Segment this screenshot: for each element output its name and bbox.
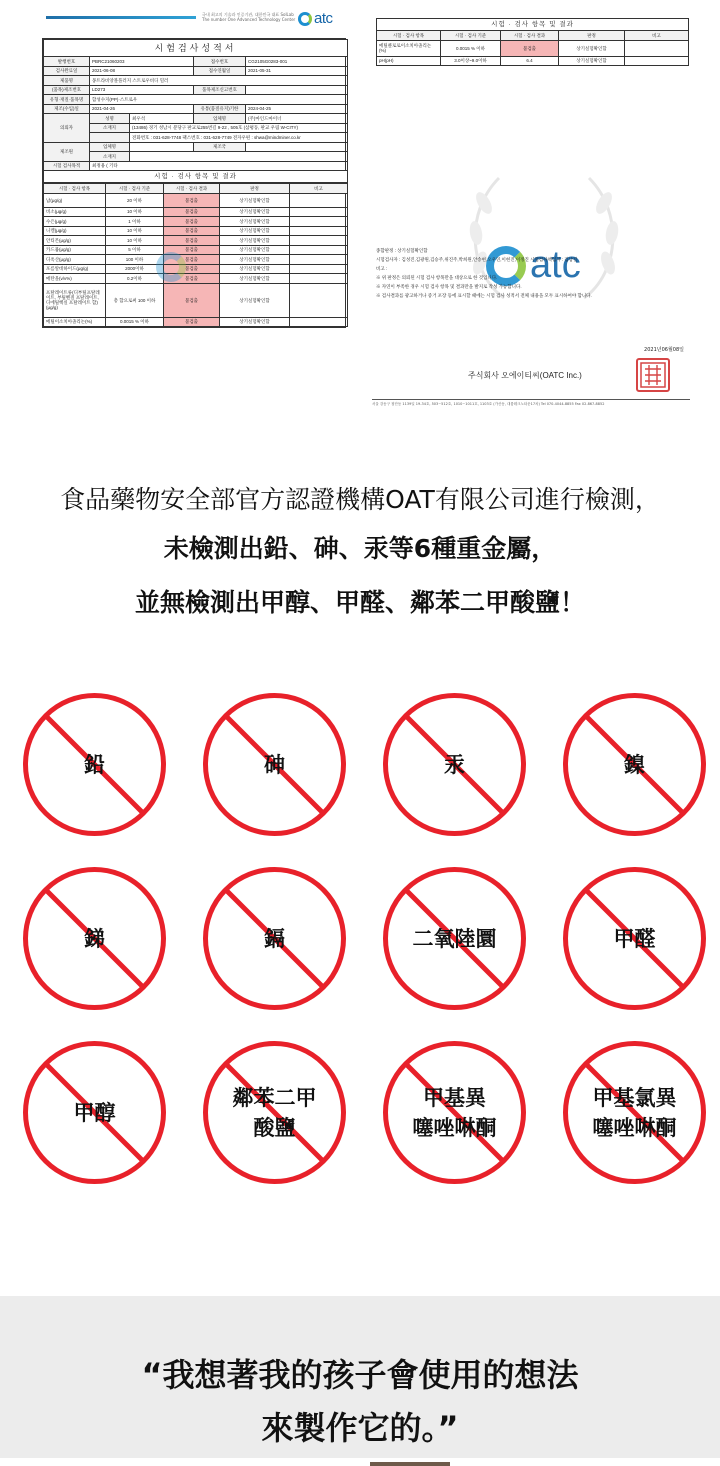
no-substance-sign [202, 866, 347, 1011]
oatc-logo-icon [298, 12, 312, 26]
substance-label-line: 鎳 [624, 752, 645, 777]
product-row: 제품명 몽트라비앙볼플러지 스트로우비디 밀러 [44, 76, 348, 86]
logo-text: atc [314, 10, 333, 27]
certificate-title: 시험검사성적서 [44, 40, 348, 57]
substance-label-line: 甲醇 [73, 1100, 116, 1125]
certificate-info-table [43, 39, 348, 183]
summary-line: 시험검사자 : 김성진,김광원,김승주,위진주,박희원,안송현,오우연,이현진,이정진 시험검사책임자 : 김남길 [376, 257, 578, 262]
company-seal-stamp [636, 358, 670, 392]
headline-line-2: 未檢測出鉛、砷、汞等6種重金屬， [163, 534, 557, 563]
no-substance-sign [562, 692, 707, 837]
substance-label-line: 噻唑啉酮 [412, 1115, 497, 1140]
results-row: 비소(μg/g) 10 이하 불검출 상기실험확인함 [44, 207, 348, 217]
substance-label [382, 692, 527, 837]
results-table-right [376, 18, 689, 66]
results-table-left [43, 183, 348, 327]
results-row: pH(pH) 3.0이상~9.0이하 6.4 상기실험확인함 [377, 56, 689, 66]
no-substance-sign [382, 692, 527, 837]
summary-line: ※ 검사결과를 광고하거나 증거 포장 등에 표시할 때에는 시험 검사 성적서 전체 내용을 모두 표시하여야 합니다. [376, 293, 592, 298]
results-row: 카드뮴(μg/g) 5 이하 불검출 상기실험확인함 [44, 245, 348, 255]
applicant-row: 소재지 (13486) 경기 성남시 분당구 판교로255번길 9-22 , 505호 (삼평동, 판교 우림 W-CITY) [44, 123, 348, 133]
substance-label-line: 二氧陸圜 [412, 926, 497, 951]
summary-block [376, 246, 676, 300]
certificate-document-right [368, 18, 694, 408]
results-title-right: 시험 · 검사 항목 및 결과 [377, 19, 689, 31]
no-substance-sign [22, 866, 167, 1011]
lab-tagline [202, 12, 302, 22]
substance-label-line: 甲醛 [613, 926, 656, 951]
no-substance-sign [562, 866, 707, 1011]
substance-label [202, 866, 347, 1011]
substance-label-line: 鎘 [264, 926, 285, 951]
results-row: 수은(μg/g) 1 이하 불검출 상기실험확인함 [44, 217, 348, 227]
substance-label [562, 692, 707, 837]
quote-line-2: 來製作它的。” [261, 1409, 459, 1447]
no-substance-sign [382, 1040, 527, 1185]
type-row: 유형·재질·품목명 합성수지(PP)·스트로우 [44, 95, 348, 105]
summary-line: 비고 : [376, 266, 388, 271]
model-row: (품목)제조번호 LD273 품목제조신고번호 [44, 85, 348, 95]
results-row: 안티몬(μg/g) 10 이하 불검출 상기실험확인함 [44, 236, 348, 246]
substance-label-line: 鄰苯二甲 [232, 1085, 317, 1110]
substance-label [562, 866, 707, 1011]
certificate-header [32, 6, 352, 34]
logo-large-text: atc [530, 244, 581, 286]
no-substance-sign [382, 866, 527, 1011]
issue-date: 2021년06월08일 [644, 347, 684, 353]
quote-line-1: “我想著我的孩子會使用的想法 [141, 1356, 579, 1394]
purpose-row: 시험 검사목적 최정용 ( 기타 [44, 161, 348, 171]
applicant-row: 의뢰자 성명 최우석 업체명 (주)마인드마이너 [44, 114, 348, 124]
oatc-logo [298, 10, 333, 27]
no-substance-sign [22, 1040, 167, 1185]
results-row: 포름알데하이드(μg/g) 2000이하 불검출 상기실험확인함 [44, 264, 348, 274]
lab-line: 국내 최고의 기술과 인증기관, 대한민국 대표 SolLab [202, 12, 294, 17]
maker-row: 소재지 [44, 152, 348, 162]
substance-label [22, 866, 167, 1011]
seal-icon [639, 361, 667, 389]
no-substance-sign [22, 692, 167, 837]
results-row: 납(μg/g) 20 이하 불검출 상기실험확인함 [44, 193, 348, 207]
substance-label-line: 甲基異 [423, 1085, 486, 1110]
substance-label [202, 1040, 347, 1185]
results-header: 시험 · 검사 항목 시험 · 검사 기준 시험 · 검사 결과 판정 비고 [44, 184, 348, 194]
certificate-document-left [32, 6, 352, 408]
summary-line: ※ 자연이 부족한 경우 시험 검사 항목 및 결과만을 발지로 작성 가능합니다. [376, 284, 522, 289]
summary-line: ※ 위 판정은 의뢰된 시험 검사 항목만을 대상으로 한 것입니다. [376, 275, 498, 280]
headline-line-3: 並無檢測出甲醇、甲醛、鄰苯二甲酸鹽！ [134, 588, 585, 617]
no-substance-sign [202, 1040, 347, 1185]
certificate-table-frame [42, 38, 346, 328]
applicant-row: 전화번호 : 031-628-7748 팩스번호 : 031-628-7749 전자우편 : shwa@mindminer.co.kr [44, 133, 348, 143]
substance-label-line: 汞 [444, 752, 465, 777]
results-title: 시험 · 검사 항목 및 결과 [44, 171, 348, 183]
substance-label-line: 甲基氯異 [592, 1085, 677, 1110]
header-band [46, 16, 196, 19]
info-row: 발행번호 PBRC21060203 접수번호 CG2105G0283-001 [44, 57, 348, 67]
lab-line-2: The number One Advanced Technology Center [202, 17, 296, 22]
photo-edge [370, 1462, 450, 1466]
quote-panel [0, 1296, 720, 1466]
info-row: 검사완료일 2021-06-08 접수연월일 2021-05-31 [44, 66, 348, 76]
results-header: 시험 · 검사 항목 시험 · 검사 기준 시험 · 검사 결과 판정 비고 [377, 31, 689, 41]
substance-label [562, 1040, 707, 1185]
headline-line-1: 食品藥物安全部官方認證機構OAT有限公司進行檢測， [60, 485, 660, 514]
substance-label [382, 1040, 527, 1185]
substance-label [22, 1040, 167, 1185]
results-row: 프탈레이트류(디부틸프탈레이트, 부틸벤질 프탈레이트, 디에틸헥실 프탈레이트 합)(μg/g) 총 합으로써 100 이하 불검출 상기실험확인함 [44, 283, 348, 317]
substance-label [202, 692, 347, 837]
company-name: 주식회사 오에이티씨(OATC Inc.) [468, 371, 582, 380]
results-row: 메틸이소치아졸리논(%) 0.0015 % 이하 불검출 상기실험확인함 [44, 317, 348, 327]
results-table-right-wrap [376, 18, 688, 66]
certificate-footer: 서울 강동구 첨단동 1139일 19-34호, 503~512호, 1010~1011호, 1103호 (가산동, 대륭테크노타운17차) Tel 070-4044-8855 Fax 02-867-8852 [372, 399, 690, 407]
results-row: 메틸클로로이소치아졸리논(%) 0.0015 % 이하 불검출 상기실험확인함 [377, 40, 689, 56]
date-row: 제조(수입)일 2021-04-26 유통(품질유지)기한 2024-04-25 [44, 104, 348, 114]
substance-label-line: 砷 [264, 752, 285, 777]
substance-label-line: 鉛 [84, 752, 105, 777]
substance-label [22, 692, 167, 837]
summary-line: 종합판정 : 상기실험확인함 [376, 248, 428, 253]
maker-row: 제조원 업체명 제조국 [44, 142, 348, 152]
results-row: 디옥산(μg/g) 100 이하 불검출 상기실험확인함 [44, 255, 348, 265]
no-substance-sign [202, 692, 347, 837]
substance-label-line: 酸鹽 [253, 1115, 296, 1140]
substance-label [382, 866, 527, 1011]
substance-label-line: 銻 [84, 926, 105, 951]
results-row: 니켈(μg/g) 10 이하 불검출 상기실험확인함 [44, 226, 348, 236]
image-strip [0, 1458, 720, 1466]
substance-label-line: 噻唑啉酮 [592, 1115, 677, 1140]
results-row: 메탄올(v/v%) 0.2이하 불검출 상기실험확인함 [44, 274, 348, 284]
no-substance-sign [562, 1040, 707, 1185]
